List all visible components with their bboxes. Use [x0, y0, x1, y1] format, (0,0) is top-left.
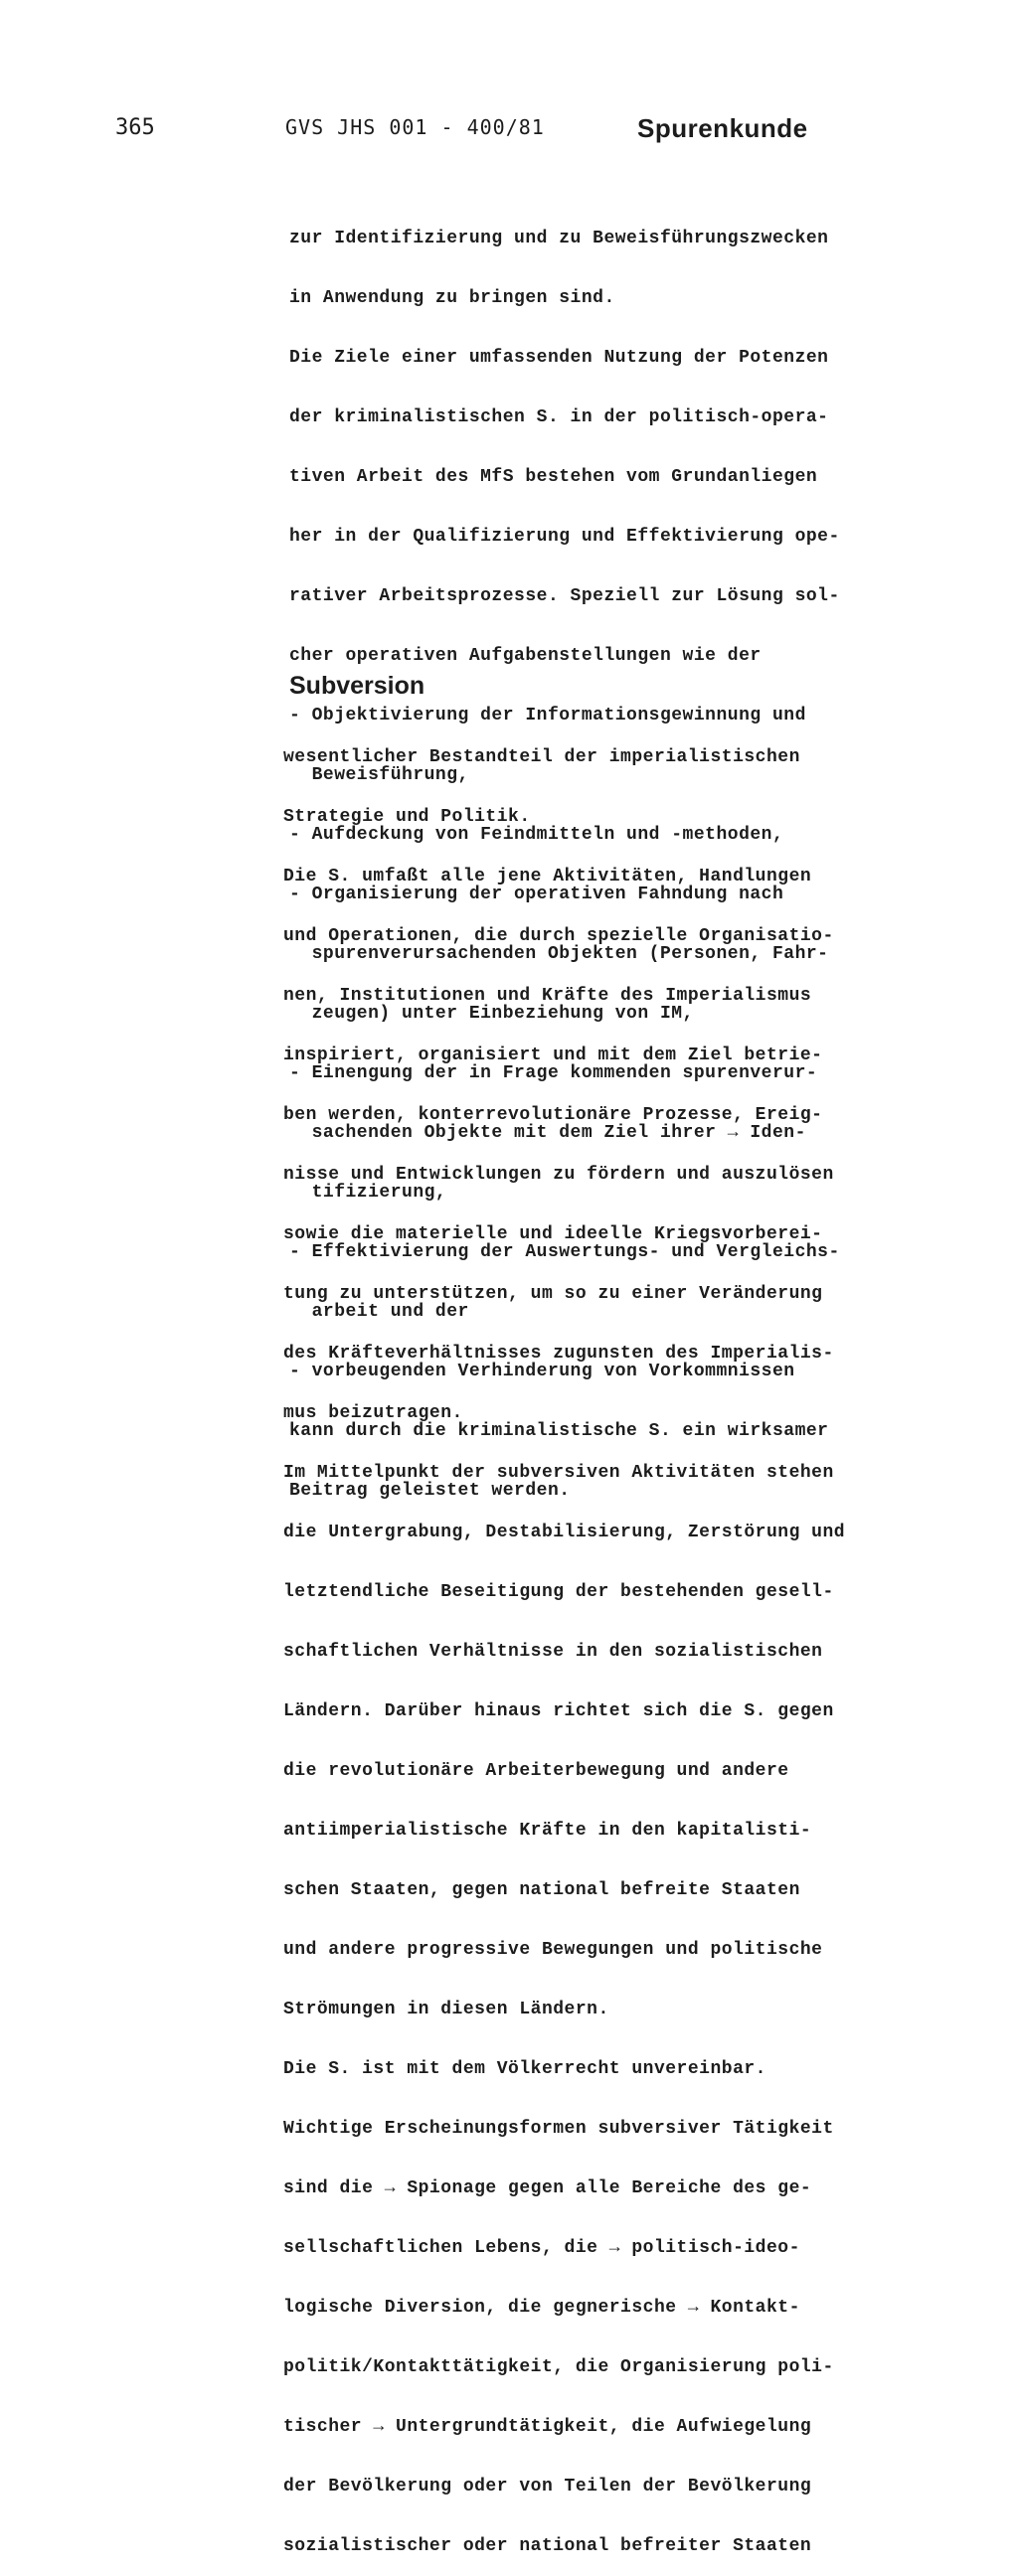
entry-subversion-text [283, 708, 845, 2576]
text-line: Die S. umfaßt alle jene Aktivitäten, Handlungen [283, 867, 812, 886]
text-line: die Untergrabung, Destabilisierung, Zerstörung und [283, 1523, 846, 1542]
list-item-line: - Einengung der in Frage kommenden spurenverur- [289, 1063, 818, 1083]
text-line: Strategie und Politik. [283, 807, 531, 827]
text-line: rativer Arbeitsprozesse. Speziell zur Lösung sol- [289, 586, 840, 606]
list-item-line: sachenden Objekte mit dem Ziel ihrer → Iden- [289, 1123, 806, 1143]
text-line: der kriminalistischen S. in der politisch-opera- [289, 407, 829, 427]
text-line: Wichtige Erscheinungsformen subversiver Tätigkeit [283, 2119, 834, 2139]
text-line: tiven Arbeit des MfS bestehen vom Grundanliegen [289, 467, 818, 487]
list-item-line: - Aufdeckung von Feindmitteln und -methoden, [289, 825, 784, 845]
text-line: sind die → Spionage gegen alle Bereiche des ge- [283, 2178, 812, 2198]
text-line: und andere progressive Bewegungen und politische [283, 1940, 823, 1960]
document-reference: GVS JHS 001 - 400/81 [285, 115, 545, 139]
text-line: ben werden, konterrevolutionäre Prozesse, Ereig- [283, 1105, 823, 1125]
list-item-line: - Effektivierung der Auswertungs- und Vergleichs- [289, 1242, 840, 1262]
text-line: zur Identifizierung und zu Beweisführungszwecken [289, 229, 829, 248]
text-line: Beitrag geleistet werden. [289, 1481, 571, 1501]
text-line: schaftlichen Verhältnisse in den sozialistischen [283, 1642, 823, 1662]
text-line: Strömungen in diesen Ländern. [283, 2000, 609, 2019]
entry-heading-subversion: Subversion [289, 672, 425, 700]
list-item-line: arbeit und der [289, 1302, 469, 1322]
text-line: schen Staaten, gegen national befreite Staaten [283, 1880, 800, 1900]
list-item-line: spurenverursachenden Objekten (Personen, Fahr- [289, 944, 829, 964]
text-line: letztendliche Beseitigung der bestehenden gesell- [283, 1582, 834, 1602]
text-line: sozialistischer oder national befreiter Staaten [283, 2536, 812, 2556]
list-item-line: - Objektivierung der Informationsgewinnung und [289, 706, 806, 725]
page-number: 365 [115, 115, 155, 140]
text-line: und Operationen, die durch spezielle Organisatio- [283, 926, 834, 946]
text-line: her in der Qualifizierung und Effektivierung ope- [289, 527, 840, 547]
running-head: Spurenkunde [637, 113, 808, 143]
list-item-line: - Organisierung der operativen Fahndung nach [289, 885, 784, 904]
text-line: tischer → Untergrundtätigkeit, die Aufwiegelung [283, 2417, 812, 2437]
text-line: Ländern. Darüber hinaus richtet sich die S. gegen [283, 1701, 834, 1721]
text-line: Die Ziele einer umfassenden Nutzung der Potenzen [289, 348, 829, 368]
text-line: in Anwendung zu bringen sind. [289, 288, 615, 308]
text-line: politik/Kontakttätigkeit, die Organisierung poli- [283, 2357, 834, 2377]
text-line: des Kräfteverhältnisses zugunsten des Imperialis- [283, 1344, 834, 1364]
text-line: der Bevölkerung oder von Teilen der Bevölkerung [283, 2477, 812, 2496]
list-item-line: Beweisführung, [289, 765, 469, 785]
text-line: nen, Institutionen und Kräfte des Imperialismus [283, 986, 812, 1006]
list-item-line: - vorbeugenden Verhinderung von Vorkommnissen [289, 1362, 795, 1381]
text-line: antiimperialistische Kräfte in den kapitalisti- [283, 1821, 812, 1841]
text-line: logische Diversion, die gegnerische → Kontakt- [283, 2298, 800, 2318]
list-item-line: tifizierung, [289, 1183, 447, 1203]
text-line: wesentlicher Bestandteil der imperialistischen [283, 747, 800, 767]
text-line: sowie die materielle und ideelle Kriegsvorberei- [283, 1224, 823, 1244]
text-line: die revolutionäre Arbeiterbewegung und andere [283, 1761, 789, 1781]
text-line: Im Mittelpunkt der subversiven Aktivitäten stehen [283, 1463, 834, 1483]
text-line: sellschaftlichen Lebens, die → politisch-ideo- [283, 2238, 800, 2258]
text-line: kann durch die kriminalistische S. ein wirksamer [289, 1421, 829, 1441]
text-line: Die S. ist mit dem Völkerrecht unvereinbar. [283, 2059, 766, 2079]
text-line: tung zu unterstützen, um so zu einer Veränderung [283, 1284, 823, 1304]
list-item-line: zeugen) unter Einbeziehung von IM, [289, 1004, 694, 1024]
text-line: cher operativen Aufgabenstellungen wie der [289, 646, 762, 666]
text-line: nisse und Entwicklungen zu fördern und auszulösen [283, 1165, 834, 1185]
text-line: mus beizutragen. [283, 1403, 463, 1423]
text-line: inspiriert, organisiert und mit dem Ziel betrie- [283, 1046, 823, 1065]
